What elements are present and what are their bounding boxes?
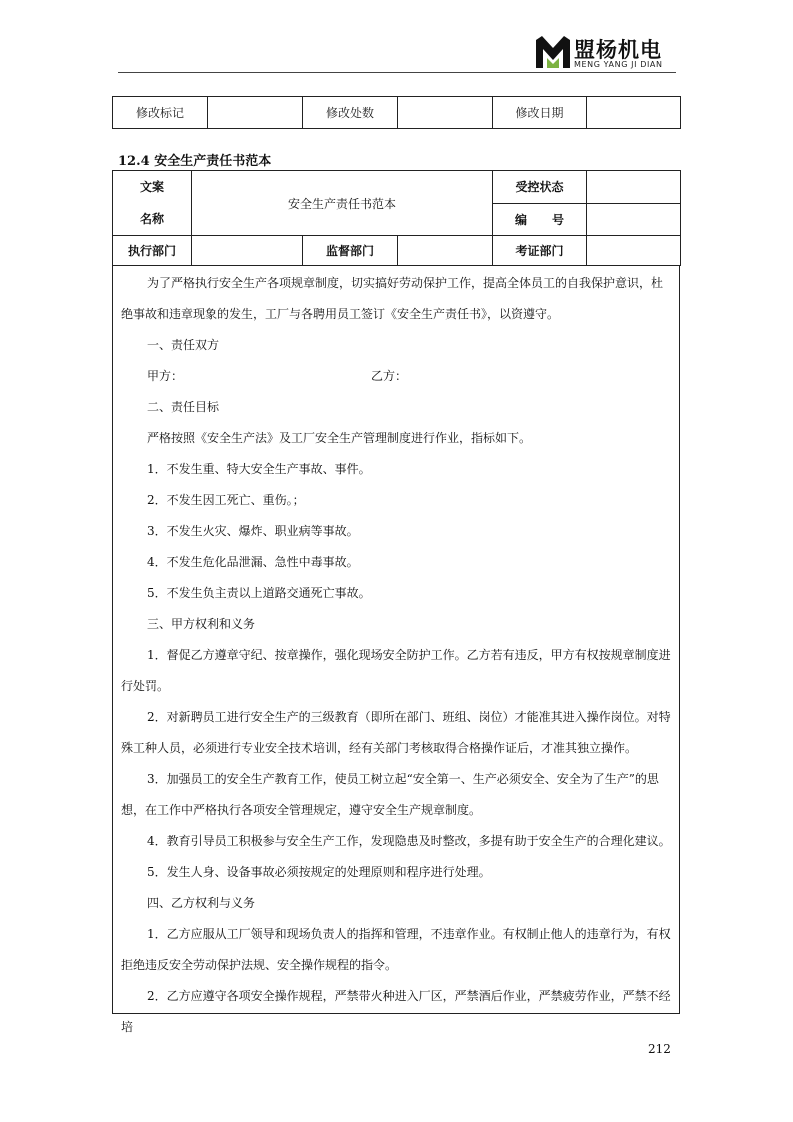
list-item: 2．不发生因工死亡、重伤。； (147, 493, 305, 507)
list-item: 3．加强员工的安全生产教育工作，使员工树立起“安全第一、生产必须安全、安全为了生产”的思想，在工作中严格执行各项安全管理规定，遵守安全生产规章制度。 (121, 772, 659, 817)
logo-english-name: MENG YANG JI DIAN (574, 60, 663, 69)
revision-mark-value (208, 97, 303, 129)
doc-name-label-line2: 名称 (139, 212, 164, 226)
control-status-label: 受控状态 (493, 171, 587, 204)
document-info-table (112, 170, 681, 266)
doc-number-label: 编 号 (493, 203, 587, 236)
doc-name-value: 安全生产责任书范本 (192, 171, 493, 236)
section-2-title: 二、责任目标 (147, 400, 220, 414)
control-status-value (587, 171, 681, 204)
revision-count-value (398, 97, 493, 129)
section-title: 12.4 安全生产责任书范本 (118, 154, 272, 169)
list-item: 2．乙方应遵守各项安全操作规程，严禁带火种进入厂区，严禁酒后作业，严禁疲劳作业，严禁不经培 (121, 989, 671, 1034)
revision-mark-label: 修改标记 (113, 97, 208, 129)
verify-dept-label: 考证部门 (493, 236, 587, 266)
list-item: 1．督促乙方遵章守纪、按章操作，强化现场安全防护工作。乙方若有违反，甲方有权按规章制度进行处罚。 (121, 648, 671, 693)
revision-count-label: 修改处数 (303, 97, 398, 129)
section-2-intro: 严格按照《安全生产法》及工厂安全生产管理制度进行作业，指标如下。 (147, 431, 532, 445)
party-a-label: 甲方： (147, 369, 184, 383)
list-item: 2．对新聘员工进行安全生产的三级教育（即所在部门、班组、岗位）才能准其进入操作岗位。对特殊工种人员，必须进行专业安全技术培训，经有关部门考核取得合格操作证后，才准其独立操作。 (121, 710, 671, 755)
doc-name-label (113, 171, 192, 236)
page-number: 212 (648, 1042, 671, 1056)
logo-chinese-name: 盟杨机电 (574, 38, 662, 62)
exec-dept-label: 执行部门 (113, 236, 192, 266)
party-b-label: 乙方： (371, 369, 408, 383)
section-1-title: 一、责任双方 (147, 338, 220, 352)
list-item: 5．不发生负主责以上道路交通死亡事故。 (147, 586, 371, 600)
section-4-title: 四、乙方权利与义务 (147, 896, 256, 910)
company-logo (536, 34, 676, 72)
supervise-dept-label: 监督部门 (303, 236, 398, 266)
list-item: 3．不发生火灾、爆炸、职业病等事故。 (147, 524, 359, 538)
doc-name-label-line1: 文案 (139, 180, 164, 194)
exec-dept-value (192, 236, 303, 266)
list-item: 4．教育引导员工积极参与安全生产工作，发现隐患及时整改，多提有助于安全生产的合理化建议。 (147, 834, 671, 848)
list-item: 1．乙方应服从工厂领导和现场负责人的指挥和管理，不违章作业。有权制止他人的违章行为，有权拒绝违反安全劳动保护法规、安全操作规程的指令。 (121, 927, 671, 972)
document-body (112, 265, 680, 1034)
revision-date-value (587, 97, 681, 129)
list-item: 4．不发生危化品泄漏、急性中毒事故。 (147, 555, 359, 569)
company-logo-mark-icon (536, 36, 570, 68)
revision-date-label: 修改日期 (493, 97, 587, 129)
revision-table (112, 96, 681, 129)
verify-dept-value (587, 236, 681, 266)
section-3-title: 三、甲方权利和义务 (147, 617, 256, 631)
intro-paragraph: 为了严格执行安全生产各项规章制度，切实搞好劳动保护工作，提高全体员工的自我保护意识，杜绝事故和违章现象的发生，工厂与各聘用员工签订《安全生产责任书》，以资遵守。 (121, 276, 664, 321)
supervise-dept-value (398, 236, 493, 266)
header-divider (118, 72, 676, 73)
list-item: 5．发生人身、设备事故必须按规定的处理原则和程序进行处理。 (147, 865, 491, 879)
list-item: 1．不发生重、特大安全生产事故、事件。 (147, 462, 371, 476)
doc-number-value (587, 203, 681, 236)
